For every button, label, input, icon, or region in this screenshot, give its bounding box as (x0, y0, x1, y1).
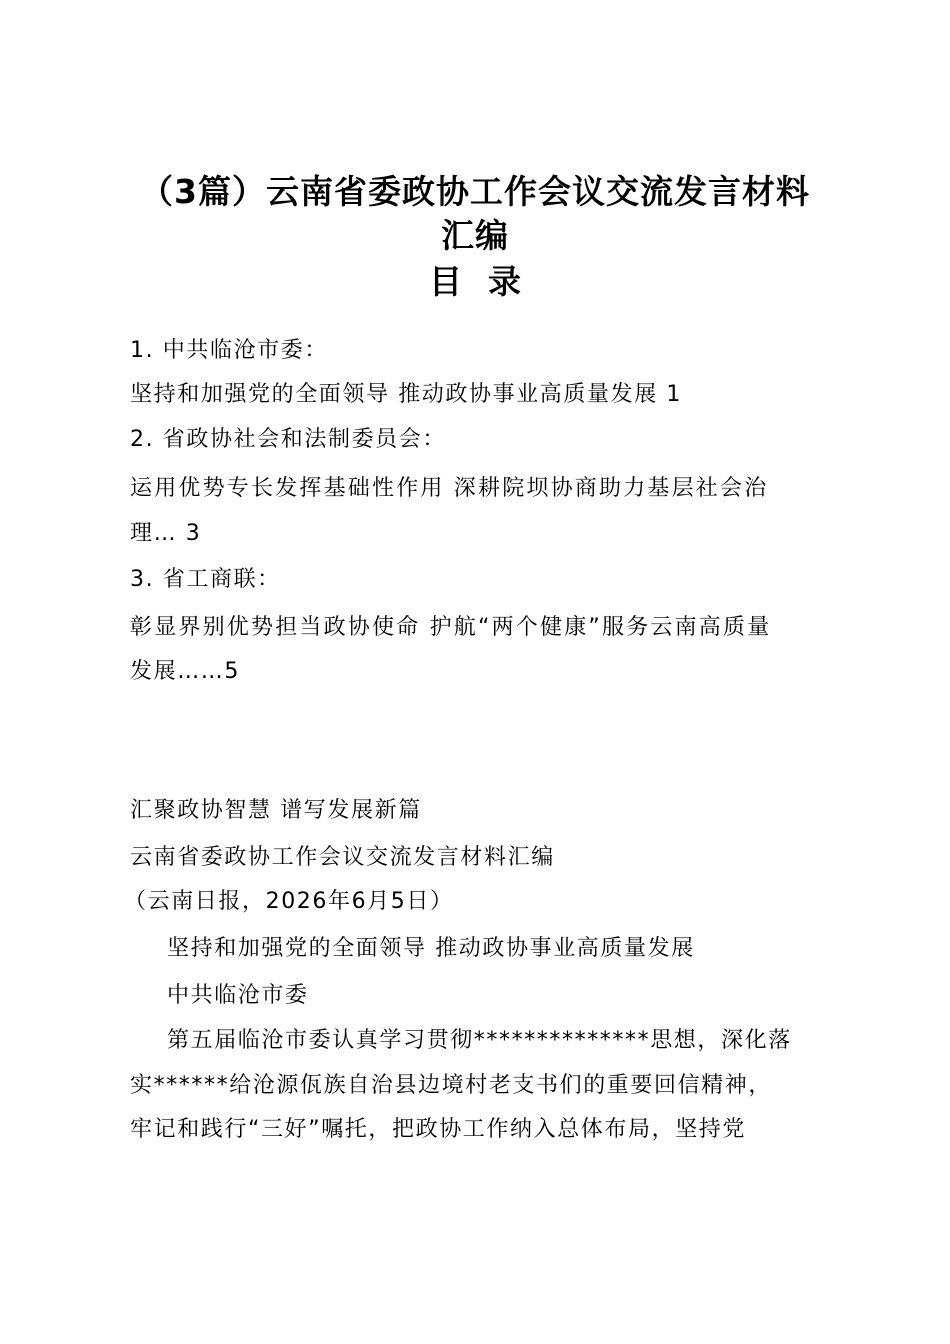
article-title: 坚持和加强党的全面领导 推动政协事业高质量发展 (167, 936, 695, 961)
body-subheading: 云南省委政协工作会议交流发言材料汇编 (130, 845, 555, 870)
document-title-line-1: （3篇）云南省委政协工作会议交流发言材料 (140, 172, 810, 211)
paragraph-line-3: 牢记和践行“三好”嘱托，把政协工作纳入总体布局，坚持党 (130, 1117, 746, 1142)
toc-item-3-title-line-2: 发展……5 (130, 659, 240, 684)
toc-item-1-title: 坚持和加强党的全面领导 推动政协事业高质量发展 1 (130, 382, 682, 407)
paragraph-line-2: 实******给沧源佤族自治县边境村老支书们的重要回信精神， (130, 1073, 773, 1098)
toc-heading: 目录 (429, 262, 547, 301)
toc-item-2-org: 2. 省政协社会和法制委员会： (130, 427, 446, 452)
toc-item-2-title-line-1: 运用优势专长发挥基础性作用 深耕院坝协商助力基层社会治 (130, 476, 769, 501)
toc-item-2-title-line-2: 理… 3 (130, 521, 202, 546)
document-title-line-2: 汇编 (441, 216, 509, 255)
toc-item-1-org: 1. 中共临沧市委： (130, 338, 328, 363)
paragraph-line-1: 第五届临沧市委认真学习贯彻**************思想，深化落 (167, 1028, 792, 1053)
body-source: （云南日报，2026年6月5日） (124, 889, 454, 914)
toc-item-3-org: 3. 省工商联： (130, 567, 281, 592)
body-heading: 汇聚政协智慧 谱写发展新篇 (130, 798, 422, 823)
article-author: 中共临沧市委 (167, 983, 309, 1008)
toc-item-3-title-line-1: 彰显界别优势担当政协使命 护航“两个健康”服务云南高质量 (130, 615, 772, 640)
